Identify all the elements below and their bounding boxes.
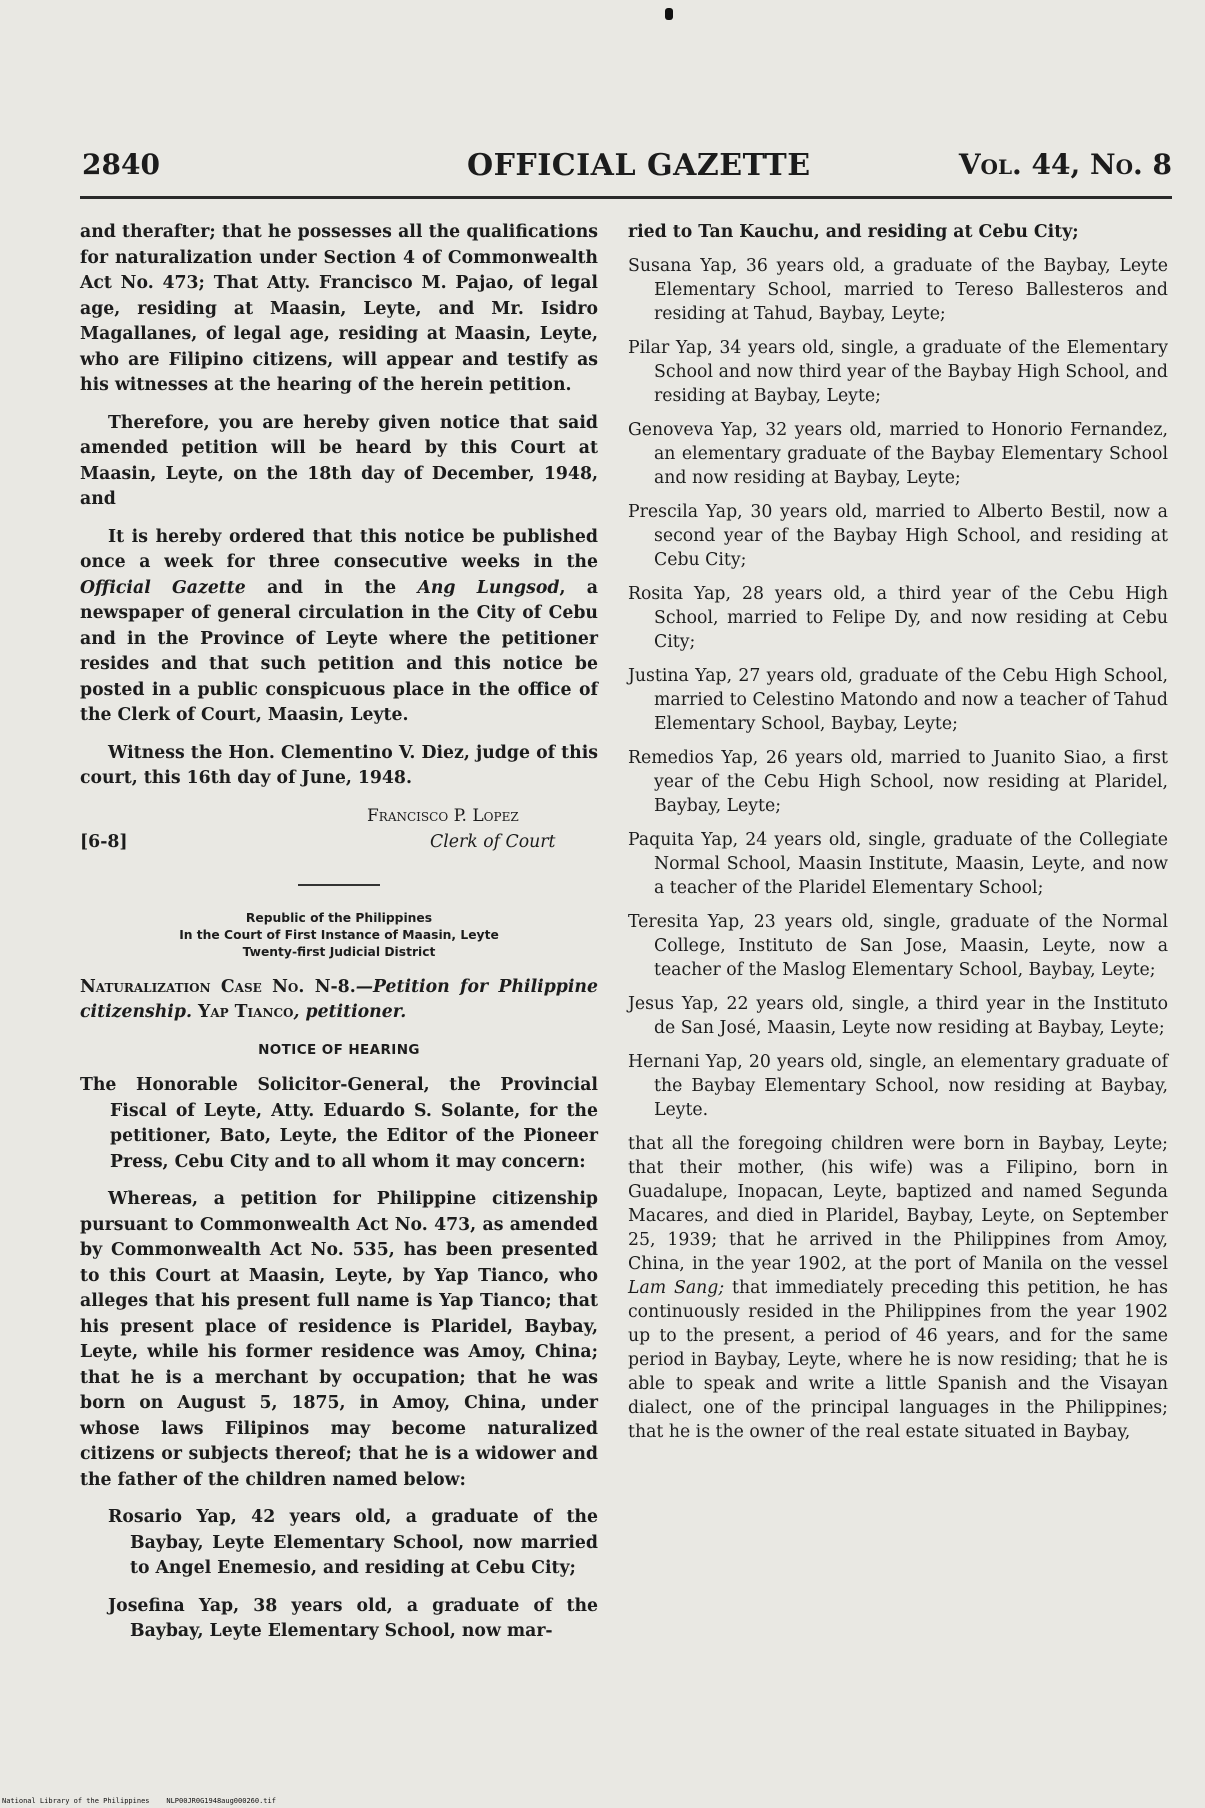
child-entry: Jesus Yap, 22 years old, single, a third year in the Instituto de San José, Maasin, Leyte now residing at Baybay, Leyte; bbox=[628, 994, 1168, 1038]
court-line-3: Twenty-first Judicial District bbox=[242, 944, 436, 959]
case-petition: —Petition for Philippine citizenship. bbox=[80, 976, 598, 1022]
child-entry: Hernani Yap, 20 years old, single, an elementary graduate of the Baybay Elementary School, now residing at Baybay, Leyte. bbox=[628, 1052, 1168, 1120]
foregoing-text-1: that all the foregoing children were born in Baybay, Leyte; that their mother, (his wife) was a Filipino, born in Guadalupe, Inopacan, Leyte, baptized and named Segunda Macares, and died in Plaridel, Baybay, Leyte, on September 25, 1939; that he arrived in the Philippines from Amoy, China, in the year 1902, at the port of Manila on the vessel bbox=[628, 1134, 1168, 1274]
vessel-name: Lam Sang; bbox=[628, 1278, 725, 1298]
volume-number: Vol. 44, No. 8 bbox=[958, 148, 1172, 181]
whereas-paragraph: Whereas, a petition for Philippine citizenship pursuant to Commonwealth Act No. 473, as amended by Commonwealth Act No. 535, has been presented to this Court at Maasin, Leyte, by Yap Tianco, who alleges that his present full name is Yap Tianco; that his present place of residence is Plaridel, Baybay, Leyte, while his former residence was Amoy, China; that he is a merchant by occupation; that he was born on August 5, 1875, in Amoy, China, under whose laws Filipinos may become naturalized citizens or subjects thereof; that he is a widower and the father of the children named below: bbox=[80, 1189, 598, 1490]
ordered-paragraph bbox=[80, 525, 598, 729]
right-column bbox=[628, 220, 1168, 1456]
page-header bbox=[82, 148, 1172, 192]
petitioner-role: , petitioner. bbox=[293, 1002, 407, 1022]
child-entry: ried to Tan Kauchu, and residing at Cebu City; bbox=[628, 222, 1079, 242]
child-entry: Remedios Yap, 26 years old, married to Juanito Siao, a first year of the Cebu High School, now residing at Plaridel, Baybay, Leyte; bbox=[628, 748, 1168, 816]
section-separator bbox=[298, 884, 380, 886]
case-label: Naturalization Case No. N-8. bbox=[80, 976, 356, 997]
court-heading bbox=[80, 910, 598, 961]
case-title bbox=[80, 975, 598, 1026]
official-gazette-ref: Official Gazette bbox=[80, 577, 246, 598]
child-entry: Pilar Yap, 34 years old, single, a graduate of the Elementary School and now third year of the Baybay High School, and residing at Baybay, Leyte; bbox=[628, 338, 1168, 406]
child-entry: Justina Yap, 27 years old, graduate of the Cebu High School, married to Celestino Matondo and now a teacher of Tahud Elementary School, Baybay, Leyte; bbox=[628, 666, 1168, 734]
child-entry: Susana Yap, 36 years old, a graduate of the Baybay, Leyte Elementary School, married to Tereso Ballesteros and residing at Tahud, Baybay, Leyte; bbox=[628, 256, 1168, 324]
ink-dot bbox=[665, 8, 673, 20]
footer-library: National Library of the Philippines bbox=[2, 1797, 150, 1805]
child-entry: Rosario Yap, 42 years old, a graduate of the Baybay, Leyte Elementary School, now married to Angel Enemesio, and residing at Cebu City; bbox=[108, 1507, 598, 1578]
child-entry: Genoveva Yap, 32 years old, married to Honorio Fernandez, an elementary graduate of the Baybay Elementary School and now residing at Baybay, Leyte; bbox=[628, 420, 1168, 488]
ordered-text-1: It is hereby ordered that this notice be published once a week for three consecutive weeks in the bbox=[80, 526, 598, 572]
foregoing-paragraph bbox=[628, 1132, 1168, 1444]
page-number: 2840 bbox=[82, 148, 160, 181]
header-rule bbox=[80, 196, 1172, 199]
foregoing-text-2: that immediately preceding this petition, he has continuously resided in the Philippines from the year 1902 up to the present, a period of 46 years, and for the same period in Baybay, Leyte, where he is now residing; that he is able to speak and write a little Spanish and the Visayan dialect, one of the principal languages in the Philippines; that he is the owner of the real estate situated in Baybay, bbox=[628, 1278, 1168, 1442]
court-line-2: In the Court of First Instance of Maasin, Leyte bbox=[179, 927, 499, 942]
continuation-paragraph: and therafter; that he possesses all the qualifications for naturalization under Section 4 of Commonwealth Act No. 473; That Atty. Francisco M. Pajao, of legal age, residing at Maasin, Leyte, and Mr. Isidro Magallanes, of legal age, residing at Maasin, Leyte, who are Filipino citizens, will appear and testify as his witnesses at the hearing of the herein petition. bbox=[80, 222, 598, 395]
publication-title: OFFICIAL GAZETTE bbox=[467, 148, 811, 183]
child-entry: Prescila Yap, 30 years old, married to Alberto Bestil, now a second year of the Baybay High School, and residing at Cebu City; bbox=[628, 502, 1168, 570]
footer-file: NLP00JR0G1948aug000260.tif bbox=[166, 1797, 276, 1805]
scan-footer bbox=[2, 1797, 276, 1805]
petitioner-name: Yap Tianco bbox=[198, 1002, 294, 1022]
therefore-paragraph: Therefore, you are hereby given notice that said amended petition will be heard by this Court at Maasin, Leyte, on the 18th day of December, 1948, and bbox=[80, 412, 598, 509]
address-paragraph: The Honorable Solicitor-General, the Provincial Fiscal of Leyte, Atty. Eduardo S. Solante, for the petitioner, Bato, Leyte, the Editor of the Pioneer Press, Cebu City and to all whom it may concern: bbox=[80, 1075, 598, 1172]
left-column bbox=[80, 220, 598, 1657]
publication-code: [6-8] bbox=[80, 831, 128, 852]
child-entry: Paquita Yap, 24 years old, single, graduate of the Collegiate Normal School, Maasin Institute, Maasin, Leyte, and now a teacher of the Plaridel Elementary School; bbox=[628, 830, 1168, 898]
ordered-text-3: , a newspaper of general circulation in the City of Cebu and in the Province of Leyte where the petitioner resides and that such petition and this notice be posted in a public conspicuous place in the office of the Clerk of Court, Maasin, Leyte. bbox=[80, 577, 598, 725]
child-entry: Teresita Yap, 23 years old, single, graduate of the Normal College, Instituto de San Jose, Maasin, Leyte, now a teacher of the Maslog Elementary School, Baybay, Leyte; bbox=[628, 912, 1168, 980]
child-entry: Rosita Yap, 28 years old, a third year of the Cebu High School, married to Felipe Dy, and now residing at Cebu City; bbox=[628, 584, 1168, 652]
court-line-1: Republic of the Philippines bbox=[245, 910, 433, 925]
signature-name: Francisco P. Lopez bbox=[367, 805, 519, 826]
notice-heading: NOTICE OF HEARING bbox=[258, 1041, 420, 1058]
signature-title: Clerk of Court bbox=[430, 831, 556, 852]
signature-block bbox=[80, 804, 598, 856]
witness-paragraph: Witness the Hon. Clementino V. Diez, judge of this court, this 16th day of June, 1948. bbox=[80, 742, 598, 788]
ang-lungsod-ref: Ang Lungsod bbox=[417, 577, 560, 598]
ordered-text-2: and in the bbox=[245, 577, 418, 598]
child-entry: Josefina Yap, 38 years old, a graduate of the Baybay, Leyte Elementary School, now mar- bbox=[108, 1595, 598, 1641]
